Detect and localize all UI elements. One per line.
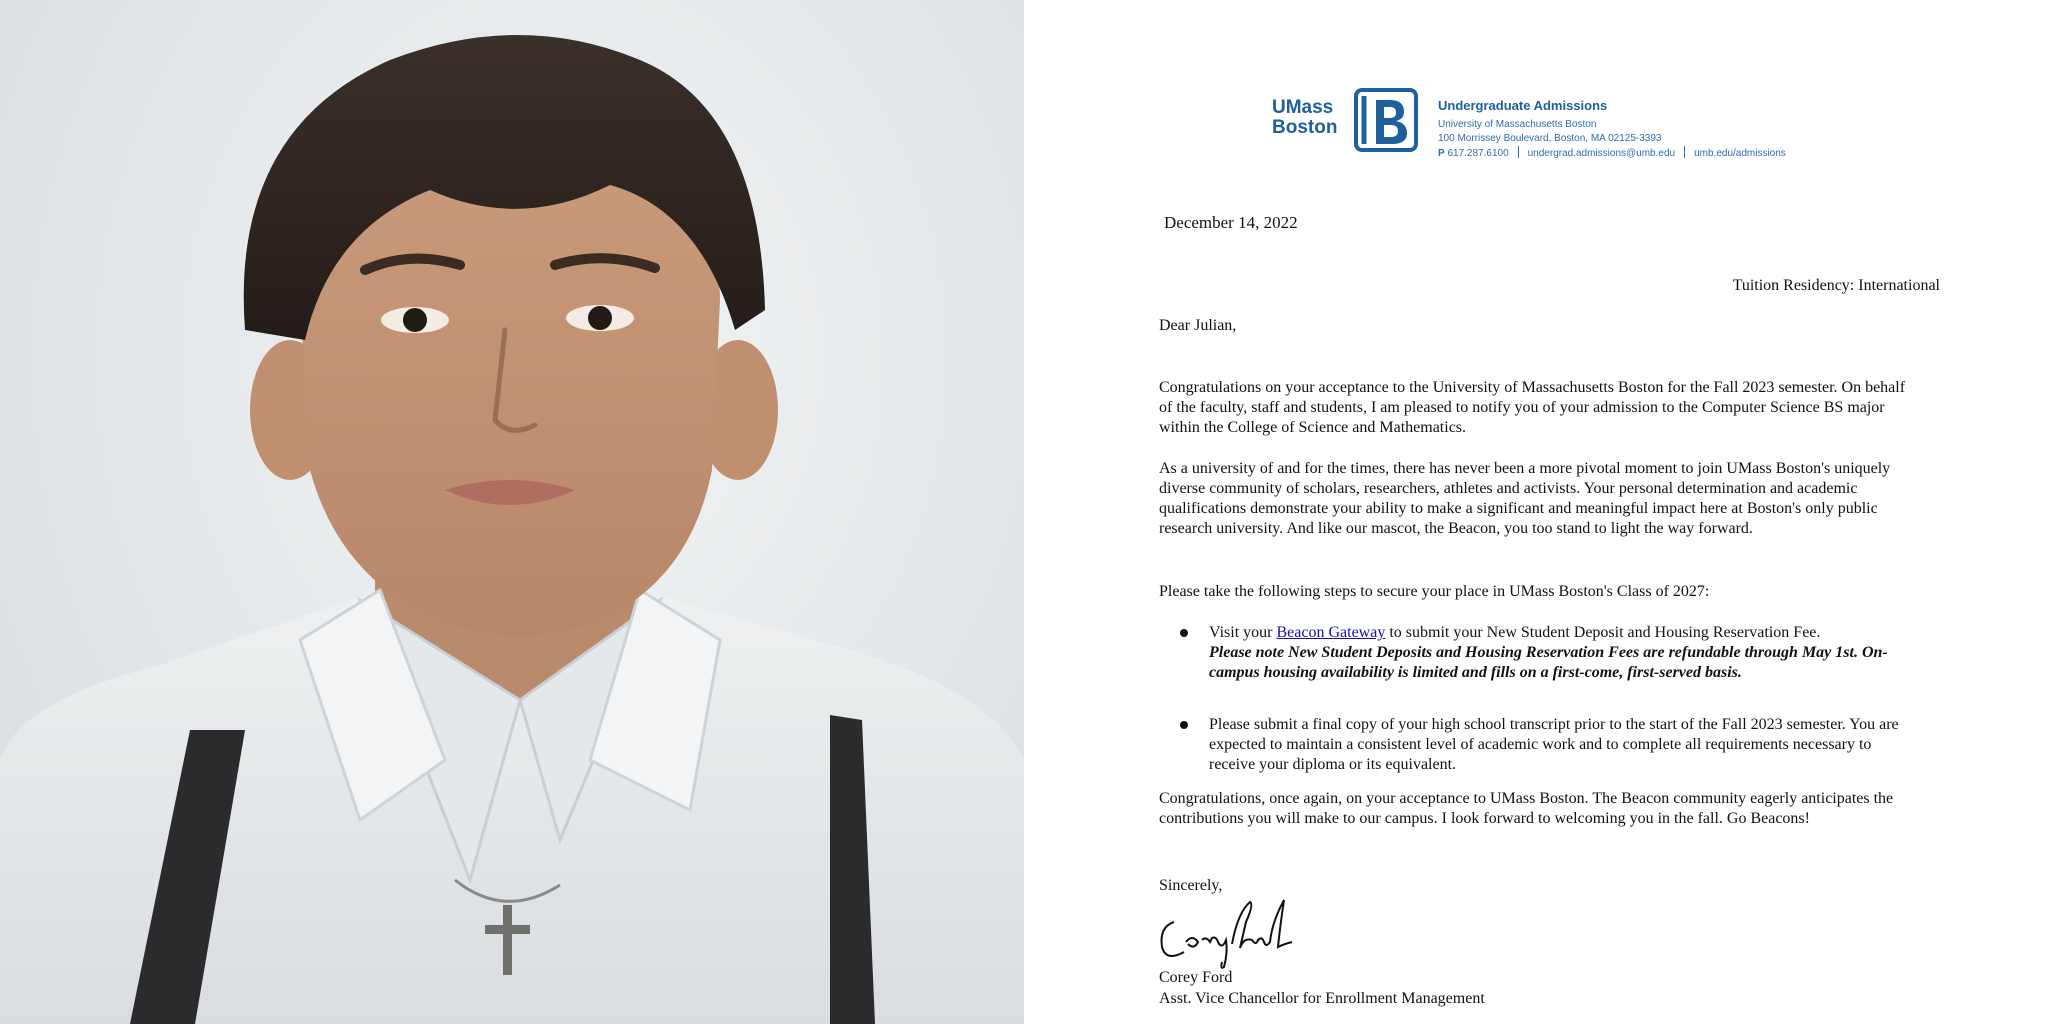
tuition-residency: Tuition Residency: International <box>1732 277 1940 294</box>
step2-text: Please submit a final copy of your high school transcript prior to the start of the Fall 2023 semester. You are expected to maintain a consistent level of academic work and to complete all requirements necessary to receive your diploma or its equivalent. <box>1209 716 1899 773</box>
wordmark-line1: UMass <box>1272 97 1334 118</box>
phone-label: P <box>1438 148 1445 159</box>
step-transcript <box>1159 715 1919 775</box>
paragraph-acceptance: Congratulations on your acceptance to the University of Massachusetts Boston for the Fall 2023 semester. On behalf of the faculty, staff and students, I am pleased to notify you of your admission to the Computer Science BS major within the College of Science and Mathematics. <box>1159 379 1906 436</box>
bullet-dot-icon <box>1180 721 1188 729</box>
contact-divider <box>1684 146 1685 158</box>
signer-title: Asst. Vice Chancellor for Enrollment Management <box>1159 990 1485 1007</box>
admissions-website: umb.edu/admissions <box>1694 148 1786 159</box>
institution-name: University of Massachusetts Boston <box>1438 119 1597 130</box>
umass-beacon-logo-icon <box>1354 88 1418 152</box>
step-deposit <box>1159 623 1919 683</box>
contact-divider <box>1518 146 1519 158</box>
steps-list <box>1159 623 1919 775</box>
paragraph-community: As a university of and for the times, there has never been a more pivotal moment to join UMass Boston's uniquely diverse community of scholars, researchers, athletes and activists. Your personal determination and academic qualifications demonstrate your ability to make a significant and meaningful impact here at Boston's only public research university. And like our mascot, the Beacon, you too stand to light the way forward. <box>1159 460 1891 537</box>
department-info <box>1438 98 1858 161</box>
institution-address: 100 Morrissey Boulevard, Boston, MA 02125-3393 <box>1438 133 1662 144</box>
step1-prefix: Visit your <box>1209 624 1277 641</box>
closing-sincerely: Sincerely, <box>1159 877 1223 894</box>
deposit-refund-note: Please note New Student Deposits and Housing Reservation Fees are refundable through May 1st. On-campus housing availability is limited and fills on a first-come, first-served basis. <box>1209 644 1888 681</box>
paragraph-steps-intro: Please take the following steps to secure your place in UMass Boston's Class of 2027: <box>1159 583 1710 600</box>
admissions-email: undergrad.admissions@umb.edu <box>1527 148 1676 159</box>
signer-name: Corey Ford <box>1159 969 1233 986</box>
acceptance-letter <box>1024 0 2048 1024</box>
contact-line <box>1438 146 1858 161</box>
step1-suffix: to submit your New Student Deposit and Housing Reservation Fee. <box>1385 624 1821 641</box>
handwritten-signature <box>1154 892 1304 972</box>
department-name: Undergraduate Admissions <box>1438 98 1608 113</box>
paragraph-closing: Congratulations, once again, on your acceptance to UMass Boston. The Beacon community eagerly anticipates the contributions you will make to our campus. I look forward to welcoming you in the fall. Go Beacons! <box>1159 790 1894 827</box>
beacon-gateway-link[interactable]: Beacon Gateway <box>1276 624 1386 641</box>
phone-number: 617.287.6100 <box>1447 148 1509 159</box>
wordmark-line2: Boston <box>1272 117 1338 138</box>
bullet-dot-icon <box>1180 629 1188 637</box>
umass-boston-wordmark <box>1272 98 1352 138</box>
salutation: Dear Julian, <box>1159 317 1237 334</box>
letter-date: December 14, 2022 <box>1164 213 1298 232</box>
